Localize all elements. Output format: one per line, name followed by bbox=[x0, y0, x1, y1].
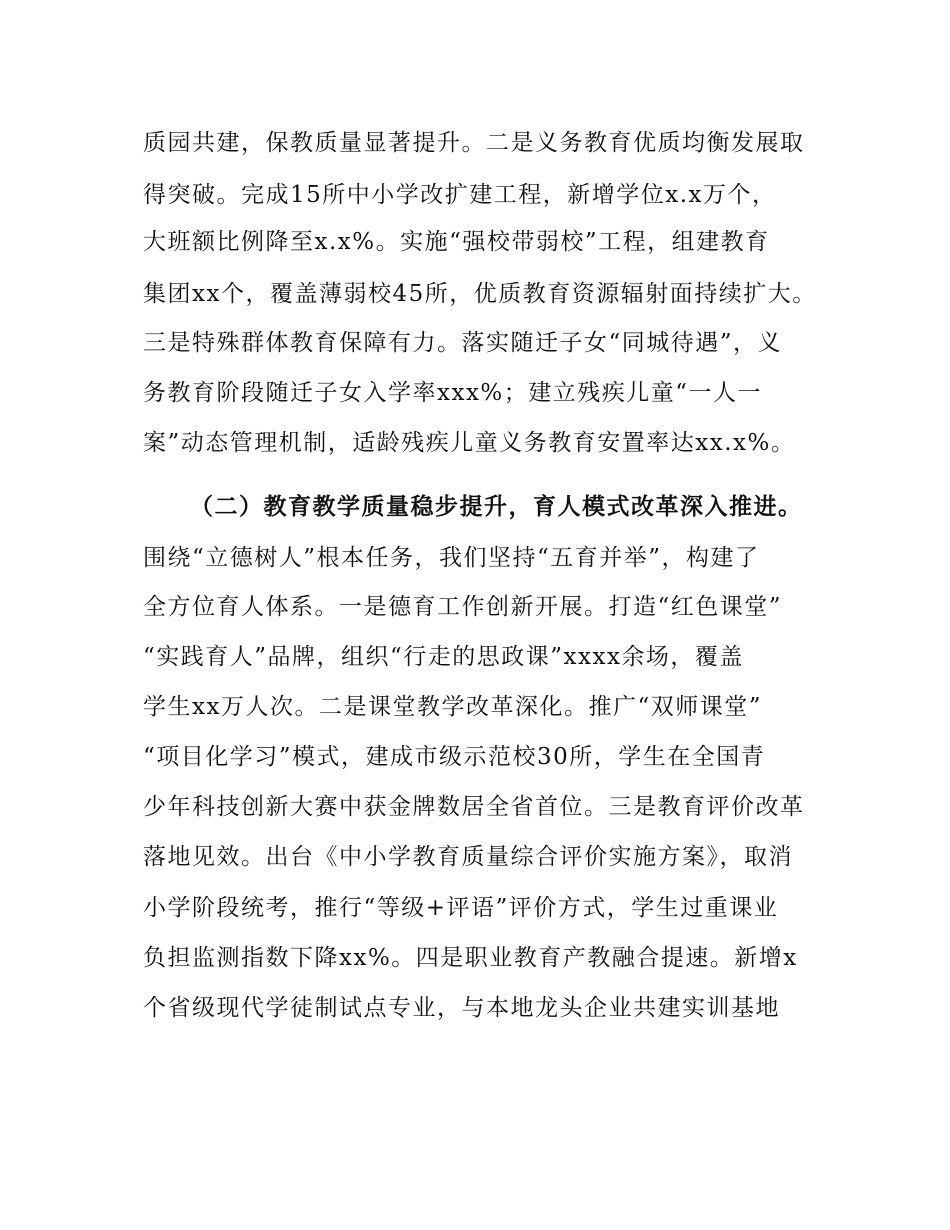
paragraph-2-line-10: 个省级现代学徒制试点专业，与本地龙头企业共建实训基地 bbox=[143, 995, 780, 1021]
paragraph-2-line-5: “项目化学习”模式，建成市级示范校30所，学生在全国青 bbox=[143, 744, 766, 770]
paragraph-1-line-4: 集团xx个，覆盖薄弱校45所，优质教育资源辐射面持续扩大。 bbox=[143, 281, 817, 307]
paragraph-2-line-9: 负担监测指数下降xx%。四是职业教育产教融合提速。新增x bbox=[143, 945, 798, 971]
paragraph-1-line-6: 务教育阶段随迁子女入学率xxx%；建立残疾儿童“一人一 bbox=[143, 380, 763, 406]
paragraph-2-line-6: 少年科技创新大赛中获金牌数居全省首位。三是教育评价改革 bbox=[143, 794, 805, 820]
paragraph-1-line-3: 大班额比例降至x.x%。实施“强校带弱校”工程，组建教育 bbox=[143, 229, 770, 255]
section-heading: （二）教育教学质量稳步提升，育人模式改革深入推进。 bbox=[190, 494, 803, 520]
paragraph-1-line-7: 案”动态管理机制，适龄残疾儿童义务教育安置率达xx.x%。 bbox=[143, 430, 796, 456]
paragraph-1-line-5: 三是特殊群体教育保障有力。落实随迁子女“同城待遇”，义 bbox=[143, 330, 783, 356]
paragraph-1-line-1: 质园共建，保教质量显著提升。二是义务教育优质均衡发展取 bbox=[143, 130, 805, 156]
paragraph-2-line-8: 小学阶段统考，推行“等级+评语”评价方式，学生过重课业 bbox=[143, 895, 779, 921]
paragraph-2-line-2: 全方位育人体系。一是德育工作创新开展。打造“红色课堂” bbox=[143, 594, 783, 620]
paragraph-2-line-4: 学生xx万人次。二是课堂教学改革深化。推广“双师课堂” bbox=[143, 694, 762, 720]
paragraph-2-line-3: “实践育人”品牌，组织“行走的思政课”xxxx余场，覆盖 bbox=[143, 644, 744, 670]
paragraph-2-line-1: 围绕“立德树人”根本任务，我们坚持“五育并举”，构建了 bbox=[143, 545, 760, 571]
paragraph-1-line-2: 得突破。完成15所中小学改扩建工程，新增学位x.x万个， bbox=[143, 182, 777, 208]
paragraph-2-line-7: 落地见效。出台《中小学教育质量综合评价实施方案》，取消 bbox=[143, 844, 793, 870]
